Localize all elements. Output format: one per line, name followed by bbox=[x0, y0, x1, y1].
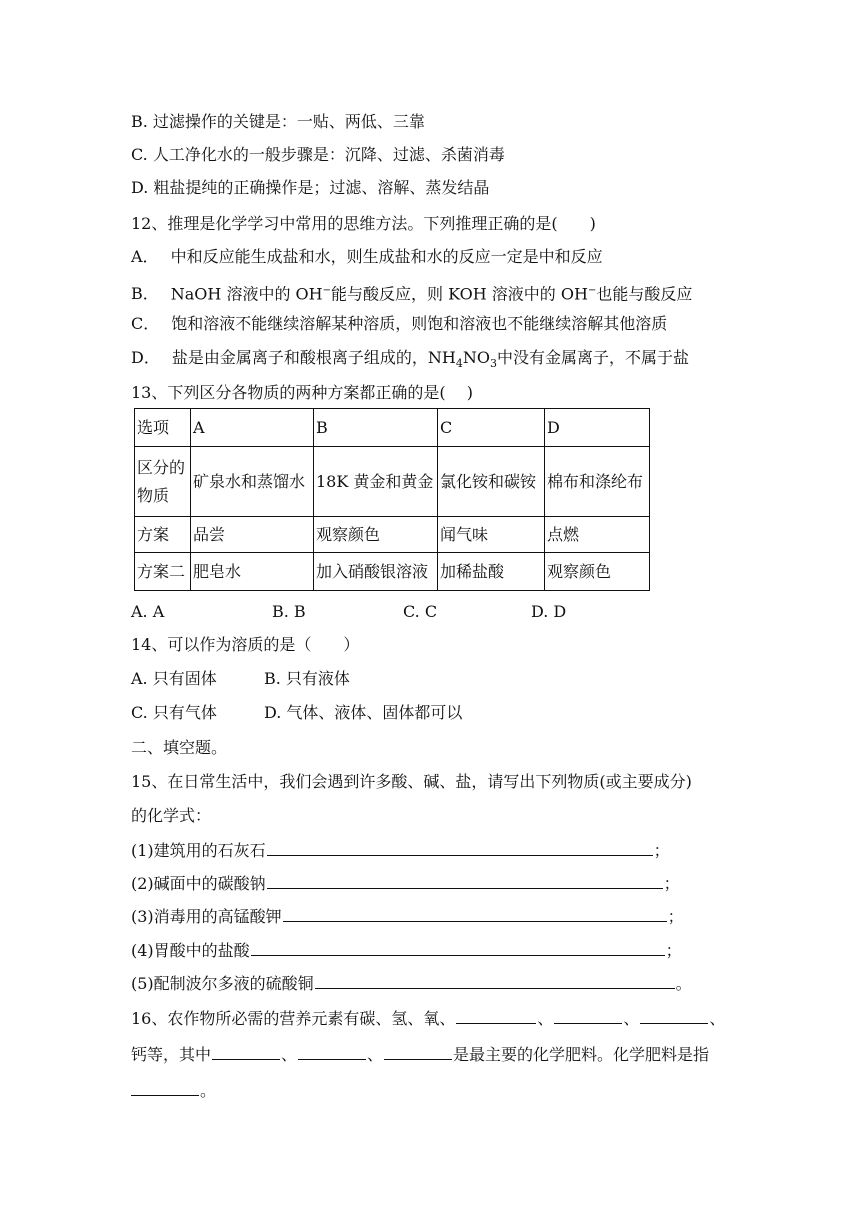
answer-blank[interactable] bbox=[283, 906, 667, 922]
table-cell: 棉布和涤纶布 bbox=[545, 447, 650, 517]
q12-option-b-label: B． bbox=[131, 284, 159, 304]
section-heading-fill-in: 二、填空题。 bbox=[131, 738, 228, 757]
q12-option-a-label: A． bbox=[131, 247, 159, 266]
answer-blank[interactable] bbox=[384, 1044, 452, 1060]
answer-blank[interactable] bbox=[267, 840, 653, 856]
q12-option-a bbox=[131, 247, 603, 267]
punctuation: 、 bbox=[281, 1045, 298, 1064]
punctuation: 、 bbox=[623, 1009, 640, 1028]
table-cell: 闻气味 bbox=[438, 517, 545, 553]
table-row-label bbox=[135, 447, 191, 517]
option-c-water-purification: C. 人工净化水的一般步骤是：沉降、过滤、杀菌消毒 bbox=[131, 145, 505, 164]
answer-option-a: A. A bbox=[131, 602, 165, 621]
q12-option-d bbox=[131, 348, 689, 374]
punctuation: ； bbox=[667, 907, 684, 926]
q12-option-a-text: 中和反应能生成盐和水，则生成盐和水的反应一定是中和反应 bbox=[170, 247, 603, 266]
q15-item-2 bbox=[131, 873, 680, 894]
punctuation: ； bbox=[665, 941, 682, 960]
row-label-line-2: 物质 bbox=[137, 485, 170, 505]
table-row-label: 方案 bbox=[135, 517, 191, 553]
option-d-salt-purification: D. 粗盐提纯的正确操作是；过滤、溶解、蒸发结晶 bbox=[131, 178, 490, 197]
option-b-filtration: B. 过滤操作的关键是：一贴、两低、三靠 bbox=[131, 112, 425, 131]
answer-blank[interactable] bbox=[212, 1044, 280, 1060]
q12-option-b-sup-2: − bbox=[587, 285, 597, 296]
q15-item-1 bbox=[131, 840, 670, 861]
q13-options-table bbox=[134, 408, 650, 591]
punctuation: 。 bbox=[200, 1081, 217, 1100]
q14-stem: 14、可以作为溶质的是（ ） bbox=[131, 635, 360, 654]
table-cell: 加入硝酸银溶液 bbox=[314, 553, 438, 591]
q16-text: 16、农作物所必需的营养元素有碳、氢、氧、 bbox=[131, 1009, 456, 1028]
table-header-cell: D bbox=[545, 409, 650, 447]
q12-option-d-text-1: 盐是由金属离子和酸根离子组成的，NH bbox=[171, 348, 456, 367]
table-cell: 加稀盐酸 bbox=[438, 553, 545, 591]
punctuation: 、 bbox=[709, 1009, 726, 1028]
table-cell: 点燃 bbox=[545, 517, 650, 553]
table-row bbox=[135, 553, 650, 591]
table-cell: 品尝 bbox=[191, 517, 314, 553]
table-header-row bbox=[135, 409, 650, 447]
answer-blank[interactable] bbox=[251, 940, 665, 956]
table-row bbox=[135, 447, 650, 517]
punctuation: 。 bbox=[675, 974, 692, 993]
q14-option-d: D. 气体、液体、固体都可以 bbox=[264, 703, 463, 722]
q15-item-label: (5)配制波尔多液的硫酸铜 bbox=[131, 974, 314, 993]
q12-option-b-sup-1: − bbox=[322, 285, 332, 296]
q12-stem: 12、推理是化学学习中常用的思维方法。下列推理正确的是( ) bbox=[131, 214, 596, 233]
q16-line-2 bbox=[131, 1044, 709, 1065]
row-label-line-1: 区分的 bbox=[137, 457, 186, 477]
q15-item-label: (4)胃酸中的盐酸 bbox=[131, 941, 250, 960]
q12-option-b-text-2: 能与酸反应，则 KOH 溶液中的 OH bbox=[331, 284, 588, 304]
q16-line-1 bbox=[131, 1008, 725, 1029]
q15-item-4 bbox=[131, 940, 682, 961]
punctuation: ； bbox=[653, 841, 670, 860]
q15-item-label: (1)建筑用的石灰石 bbox=[131, 841, 266, 860]
q12-option-b-text-1: NaOH 溶液中的 OH bbox=[170, 284, 323, 304]
table-cell: 肥皂水 bbox=[191, 553, 314, 591]
answer-blank[interactable] bbox=[456, 1008, 536, 1024]
q15-item-label: (2)碱面中的碳酸钠 bbox=[131, 874, 266, 893]
answer-option-b: B. B bbox=[272, 602, 306, 621]
q15-stem-line-1: 15、在日常生活中，我们会遇到许多酸、碱、盐，请写出下列物质(或主要成分) bbox=[131, 772, 692, 791]
q16-text: 钙等，其中 bbox=[131, 1045, 212, 1064]
q12-option-b bbox=[131, 281, 692, 304]
q12-option-c-text: 饱和溶液不能继续溶解某种溶质，则饱和溶液也不能继续溶解其他溶质 bbox=[171, 314, 668, 333]
q12-option-d-text-3: 中没有金属离子，不属于盐 bbox=[496, 348, 689, 367]
q12-option-d-sub-1: 4 bbox=[455, 357, 463, 371]
q15-item-label: (3)消毒用的高锰酸钾 bbox=[131, 907, 282, 926]
q14-option-a: A. 只有固体 bbox=[131, 669, 217, 688]
table-cell: 观察颜色 bbox=[314, 517, 438, 553]
table-cell: 氯化铵和碳铵 bbox=[438, 447, 545, 517]
table-header-cell: B bbox=[314, 409, 438, 447]
q14-option-c: C. 只有气体 bbox=[131, 703, 217, 722]
q13-stem: 13、下列区分各物质的两种方案都正确的是( ) bbox=[131, 383, 473, 402]
q16-text: 是最主要的化学肥料。化学肥料是指 bbox=[453, 1045, 710, 1064]
table-cell: 观察颜色 bbox=[545, 553, 650, 591]
q12-option-c-label: C． bbox=[131, 314, 160, 333]
answer-blank[interactable] bbox=[267, 873, 663, 889]
q16-line-3 bbox=[131, 1080, 216, 1101]
punctuation: 、 bbox=[367, 1045, 384, 1064]
q15-item-5 bbox=[131, 973, 692, 994]
answer-blank[interactable] bbox=[640, 1008, 708, 1024]
q15-stem-line-2: 的化学式： bbox=[131, 806, 212, 825]
answer-option-d: D. D bbox=[531, 602, 567, 621]
table-row-label: 方案二 bbox=[135, 553, 191, 591]
table-cell: 18K 黄金和黄金 bbox=[314, 447, 438, 517]
q12-option-d-label: D． bbox=[131, 348, 160, 367]
q15-item-3 bbox=[131, 906, 684, 927]
q14-option-b: B. 只有液体 bbox=[264, 669, 350, 688]
table-cell: 矿泉水和蒸馏水 bbox=[191, 447, 314, 517]
answer-blank[interactable] bbox=[554, 1008, 622, 1024]
answer-blank[interactable] bbox=[315, 973, 675, 989]
answer-blank[interactable] bbox=[298, 1044, 366, 1060]
table-header-cell: A bbox=[191, 409, 314, 447]
table-header-cell: 选项 bbox=[135, 409, 191, 447]
punctuation: ； bbox=[663, 874, 680, 893]
table-row bbox=[135, 517, 650, 553]
q12-option-c bbox=[131, 314, 667, 334]
q12-option-b-text-3: 也能与酸反应 bbox=[596, 284, 693, 304]
punctuation: 、 bbox=[537, 1009, 554, 1028]
q12-option-d-sub-2: 3 bbox=[489, 357, 497, 371]
table-header-cell: C bbox=[438, 409, 545, 447]
q12-option-d-text-2: NO bbox=[462, 348, 490, 367]
answer-option-c: C. C bbox=[403, 602, 438, 621]
answer-blank[interactable] bbox=[131, 1080, 199, 1096]
